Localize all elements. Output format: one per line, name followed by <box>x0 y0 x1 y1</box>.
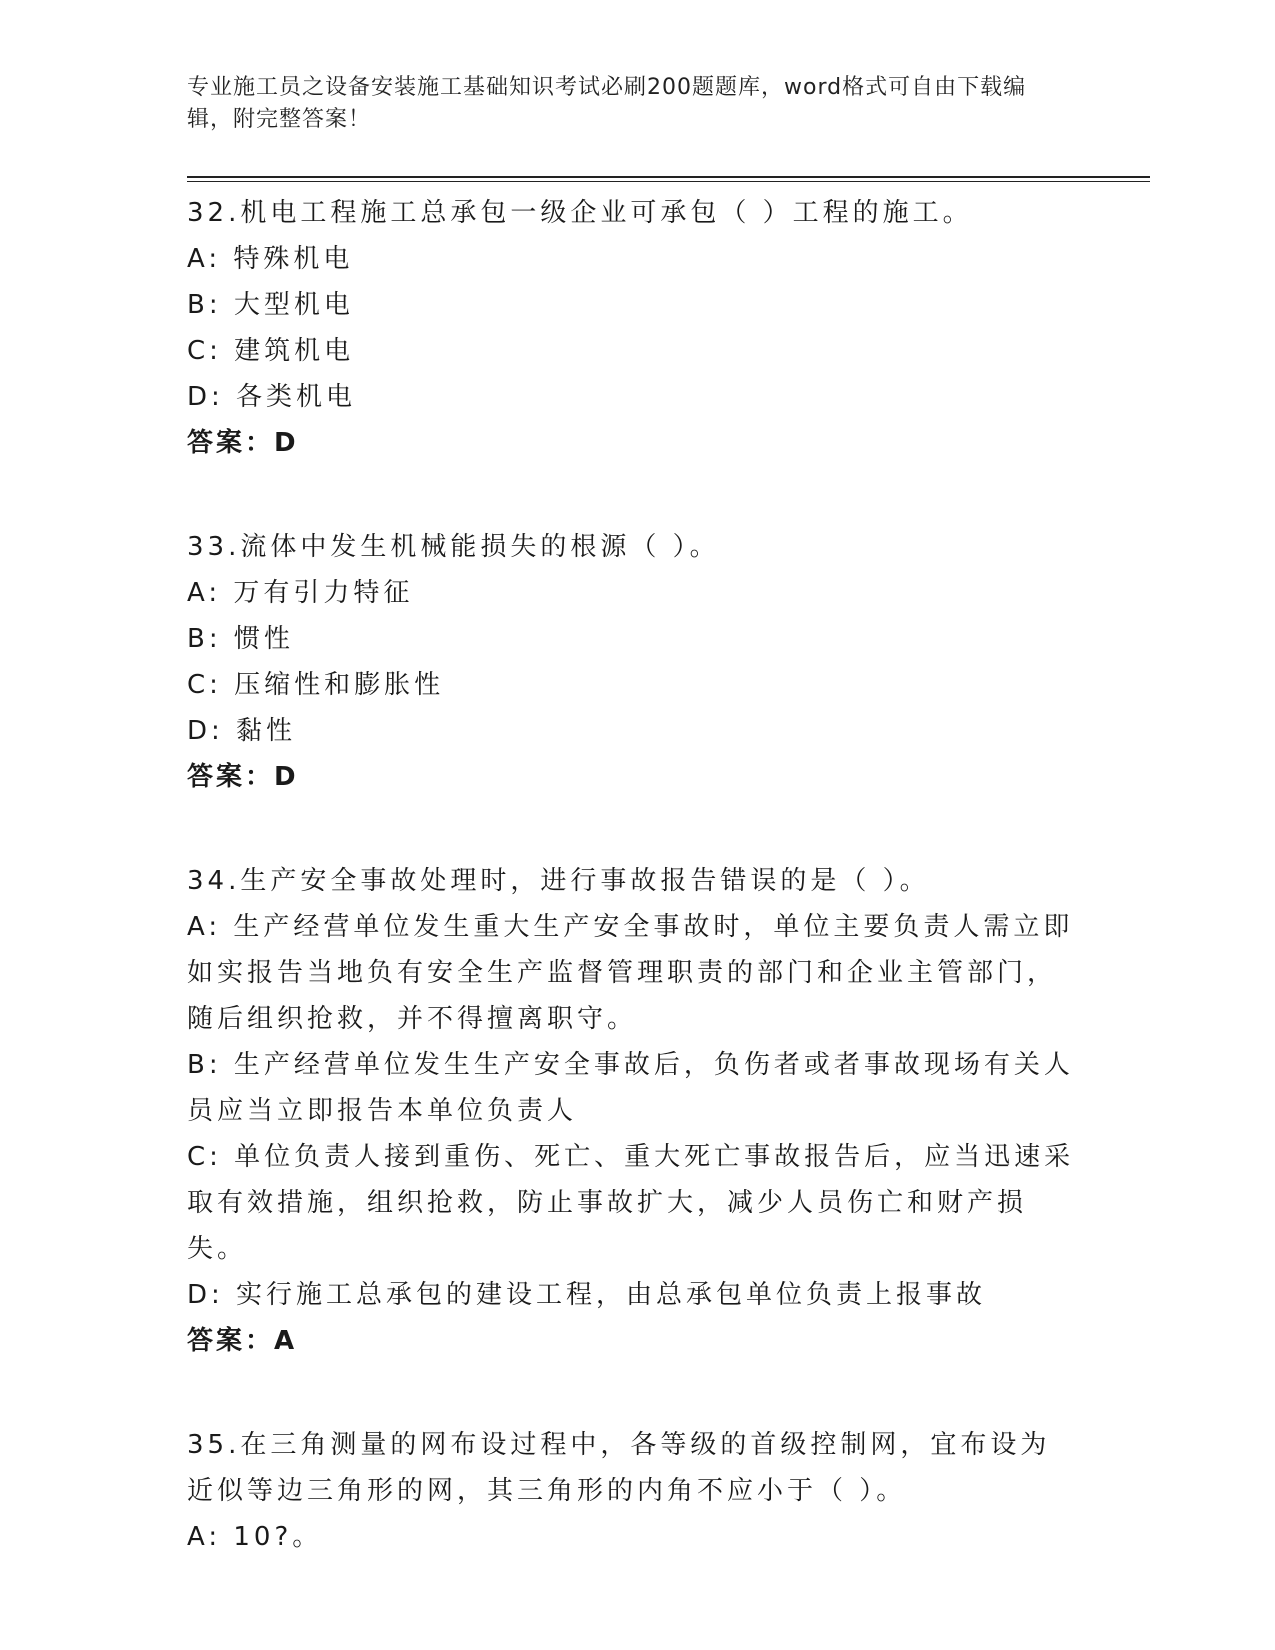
question-list <box>187 190 1077 1618</box>
option-a: A: 万有引力特征 <box>187 578 414 608</box>
option-a: A: 特殊机电 <box>187 244 354 274</box>
header-rule-thin <box>187 181 1150 182</box>
option-c: C: 建筑机电 <box>187 336 355 366</box>
answer-line: 答案：A <box>187 1326 298 1356</box>
question-stem: 35.在三角测量的网布设过程中，各等级的首级控制网，宜布设为近似等边三角形的网，其三角形的内角不应小于（ ）。 <box>187 1430 1051 1506</box>
option-d: D: 实行施工总承包的建设工程，由总承包单位负责上报事故 <box>187 1280 987 1310</box>
option-b: B: 生产经营单位发生生产安全事故后，负伤者或者事故现场有关人员应当立即报告本单位负责人 <box>187 1050 1074 1126</box>
option-c: C: 单位负责人接到重伤、死亡、重大死亡事故报告后，应当迅速采取有效措施，组织抢救，防止事故扩大，减少人员伤亡和财产损失。 <box>187 1142 1075 1264</box>
document-header: 专业施工员之设备安装施工基础知识考试必刷200题题库，word格式可自由下载编辑，附完整答案！ <box>187 75 1027 132</box>
option-a: A: 生产经营单位发生重大生产安全事故时，单位主要负责人需立即如实报告当地负有安全生产监督管理职责的部门和企业主管部门，随后组织抢救，并不得擅离职守。 <box>187 912 1074 1034</box>
question-stem: 33.流体中发生机械能损失的根源（ ）。 <box>187 532 720 562</box>
header-rule-thick <box>187 176 1150 178</box>
question-35 <box>187 1422 1077 1560</box>
answer-line: 答案：D <box>187 428 299 458</box>
option-b: B: 惯性 <box>187 624 294 654</box>
answer-line: 答案：D <box>187 762 299 792</box>
option-b: B: 大型机电 <box>187 290 354 320</box>
option-a: A: 10?。 <box>187 1522 323 1552</box>
question-stem: 34.生产安全事故处理时，进行事故报告错误的是（ ）。 <box>187 866 930 896</box>
option-c: C: 压缩性和膨胀性 <box>187 670 445 700</box>
question-32 <box>187 190 1077 466</box>
question-33 <box>187 524 1077 800</box>
question-stem: 32.机电工程施工总承包一级企业可承包（ ）工程的施工。 <box>187 198 973 228</box>
option-d: D: 各类机电 <box>187 382 357 412</box>
option-d: D: 黏性 <box>187 716 297 746</box>
question-34 <box>187 858 1077 1364</box>
